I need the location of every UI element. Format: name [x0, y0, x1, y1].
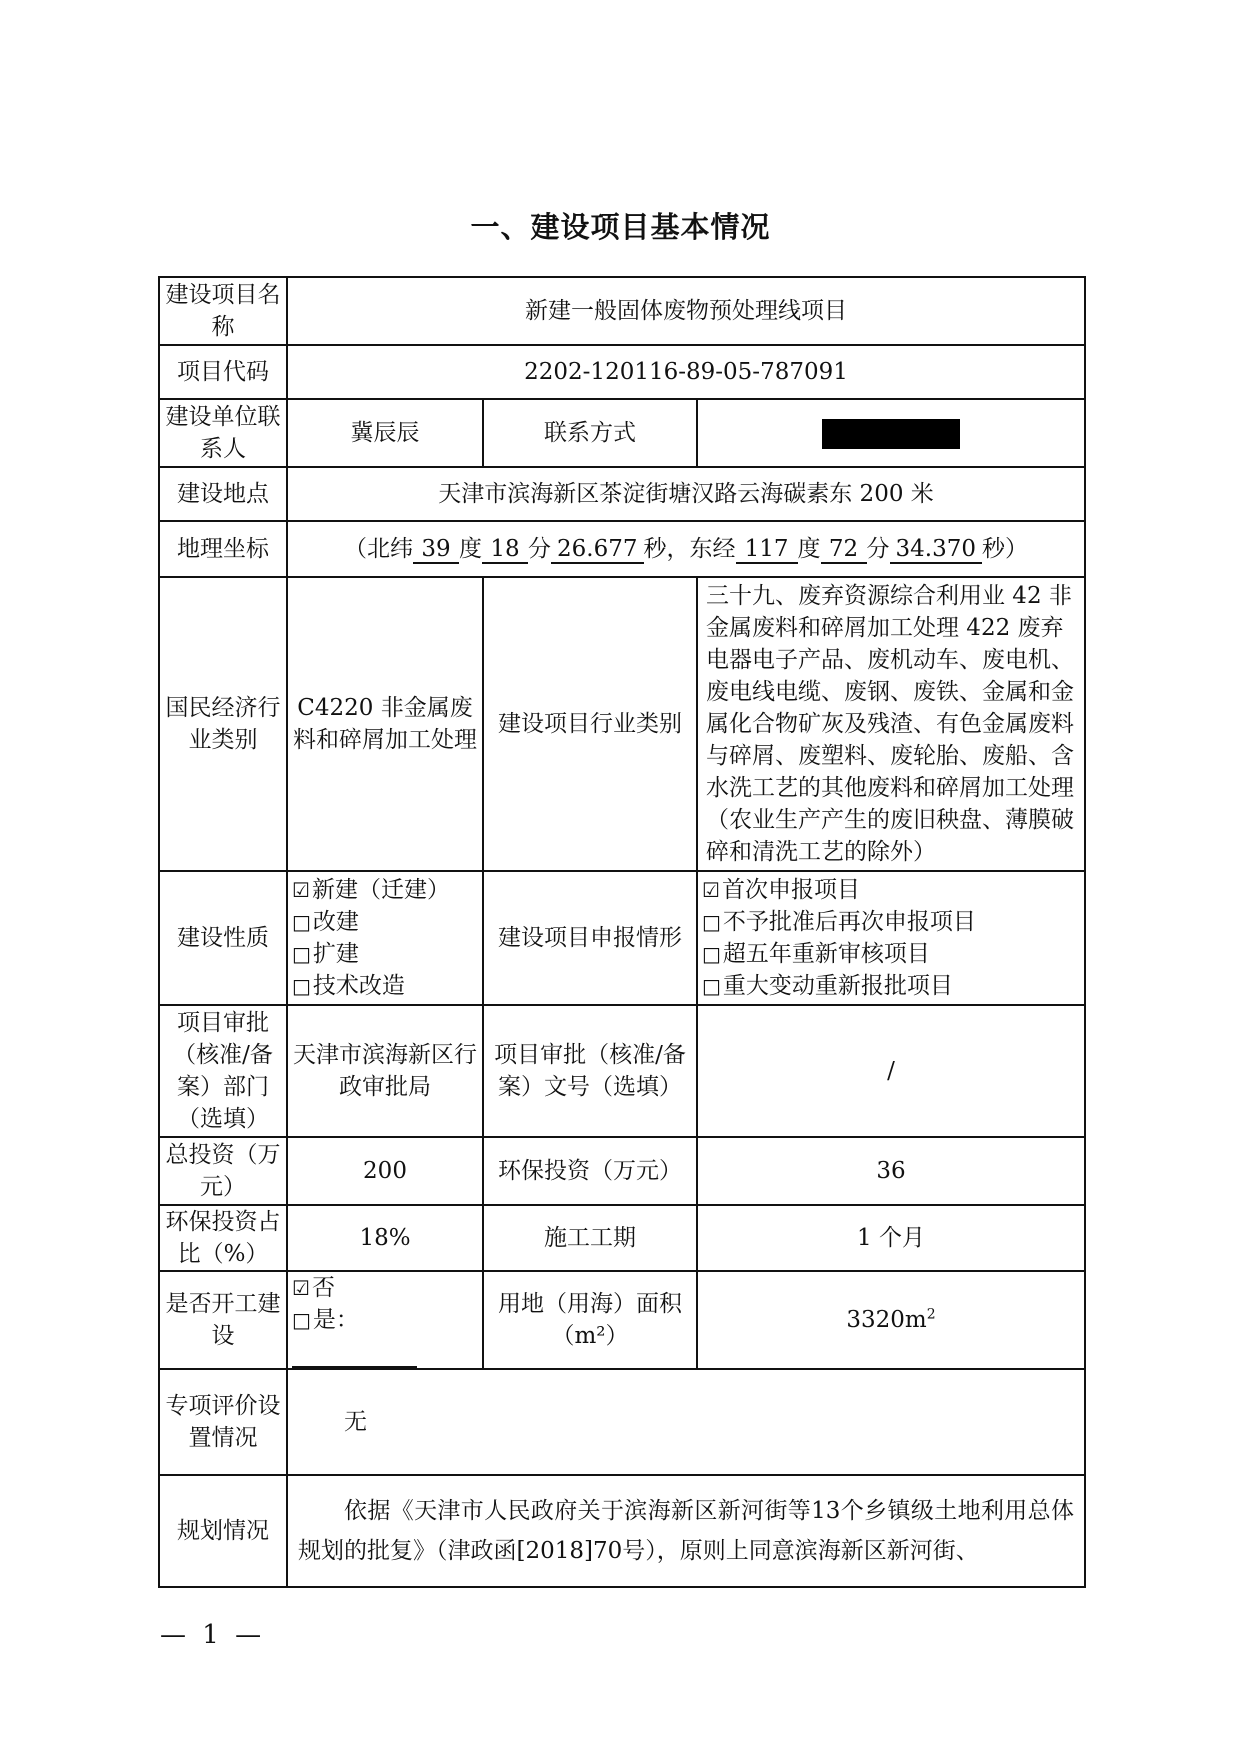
checkbox-checked-icon: ☑ [702, 878, 720, 902]
label-ratio: 环保投资占比（%） [159, 1205, 287, 1271]
row-industry [159, 577, 1085, 871]
label-industry: 国民经济行业类别 [159, 577, 287, 871]
checkbox-icon: □ [702, 910, 721, 934]
label-project-code: 项目代码 [159, 345, 287, 399]
report-options [697, 871, 1085, 1005]
deg-label-2: 度 [797, 536, 821, 562]
lon-deg: 117 [736, 536, 798, 564]
nature-option-new[interactable]: ☑新建（迁建） [292, 877, 450, 903]
label-planning: 规划情况 [159, 1475, 287, 1587]
label-env-investment: 环保投资（万元） [483, 1137, 697, 1205]
planning-text: 依据《天津市人民政府关于滨海新区新河街等13个乡镇级土地利用总体规划的批复》（津政函[2018]70号），原则上同意滨海新区新河街、 [287, 1475, 1085, 1587]
nature-option-expand[interactable]: □扩建 [292, 941, 359, 967]
checkbox-checked-icon: ☑ [292, 1276, 310, 1300]
row-location [159, 467, 1085, 521]
label-approval-doc: 项目审批（核准/备案）文号（选填） [483, 1005, 697, 1137]
label-special: 专项评价设置情况 [159, 1369, 287, 1475]
checkbox-icon: □ [292, 910, 311, 934]
industry-value: C4220 非金属废料和碎屑加工处理 [287, 577, 483, 871]
row-started [159, 1271, 1085, 1369]
label-approval: 项目审批（核准/备案）部门（选填） [159, 1005, 287, 1137]
coords-close: 秒） [982, 536, 1028, 562]
label-nature: 建设性质 [159, 871, 287, 1005]
page-title: 一、建设项目基本情况 [470, 210, 771, 244]
area-value: $3320m^2$ [697, 1271, 1085, 1369]
deg-label: 度 [459, 536, 483, 562]
min-label-2: 分 [866, 536, 890, 562]
report-option-major-change[interactable]: □重大变动重新报批项目 [702, 973, 953, 999]
lon-min: 72 [821, 536, 867, 564]
page-number: — 1 — [160, 1620, 266, 1650]
env-investment-value: 36 [697, 1137, 1085, 1205]
nature-option-rebuild[interactable]: □改建 [292, 909, 359, 935]
lat-deg: 39 [413, 536, 459, 564]
lat-min: 18 [482, 536, 528, 564]
lat-sec: 26.677 [551, 536, 643, 564]
checkbox-icon: □ [702, 942, 721, 966]
project-category-value: 三十九、废弃资源综合利用业 42 非金属废料和碎屑加工处理 422 废弃电器电子产品、废机动车、废电机、废电线电缆、废钢、废铁、金属和金属化合物矿灰及残渣、有色金属废料与碎屑、废塑料、废轮胎、废船、含水洗工艺的其他废料和碎屑加工处理（农业生产产生的废旧秧盘、薄膜破碎和清洗工艺的除外） [697, 577, 1085, 871]
label-project-category: 建设项目行业类别 [483, 577, 697, 871]
row-planning [159, 1475, 1085, 1587]
checkbox-checked-icon: ☑ [292, 878, 310, 902]
nature-option-tech[interactable]: □技术改造 [292, 973, 405, 999]
row-special [159, 1369, 1085, 1475]
label-area: 用地（用海）面积（m²） [483, 1271, 697, 1369]
contact-method-value [697, 399, 1085, 467]
checkbox-icon: □ [292, 974, 311, 998]
row-approval [159, 1005, 1085, 1137]
checkbox-icon: □ [292, 1308, 311, 1332]
row-contact [159, 399, 1085, 467]
started-option-no[interactable]: ☑否 [292, 1275, 335, 1301]
row-ratio [159, 1205, 1085, 1271]
location-value: 天津市滨海新区茶淀街塘汉路云海碳素东 200 米 [287, 467, 1085, 521]
label-coords: 地理坐标 [159, 521, 287, 577]
label-contact: 建设单位联系人 [159, 399, 287, 467]
checkbox-icon: □ [292, 942, 311, 966]
report-option-resubmit[interactable]: □不予批准后再次申报项目 [702, 909, 976, 935]
checkbox-icon: □ [702, 974, 721, 998]
label-project-name: 建设项目名称 [159, 277, 287, 345]
row-coords [159, 521, 1085, 577]
label-investment: 总投资（万元） [159, 1137, 287, 1205]
report-option-five-year[interactable]: □超五年重新审核项目 [702, 941, 930, 967]
min-label: 分 [528, 536, 552, 562]
contact-name: 冀辰辰 [287, 399, 483, 467]
yes-blank-line [292, 1342, 417, 1368]
coords-open: （北纬 [344, 536, 414, 562]
investment-value: 200 [287, 1137, 483, 1205]
ratio-value: 18% [287, 1205, 483, 1271]
approval-dept: 天津市滨海新区行政审批局 [287, 1005, 483, 1137]
row-project-code [159, 345, 1085, 399]
row-investment [159, 1137, 1085, 1205]
period-value: 1 个月 [697, 1205, 1085, 1271]
nature-options [287, 871, 483, 1005]
project-code-value: 2202-120116-89-05-787091 [287, 345, 1085, 399]
label-contact-method: 联系方式 [483, 399, 697, 467]
label-report: 建设项目申报情形 [483, 871, 697, 1005]
started-option-yes[interactable]: □是： [292, 1304, 478, 1368]
approval-doc-value: / [697, 1005, 1085, 1137]
started-options [287, 1271, 483, 1369]
special-value: 无 [287, 1369, 1085, 1475]
redaction-block [822, 419, 960, 449]
sec-east-label: 秒，东经 [643, 536, 736, 562]
project-name-value: 新建一般固体废物预处理线项目 [287, 277, 1085, 345]
label-period: 施工工期 [483, 1205, 697, 1271]
report-option-first[interactable]: ☑首次申报项目 [702, 877, 860, 903]
row-nature [159, 871, 1085, 1005]
label-location: 建设地点 [159, 467, 287, 521]
coords-value [287, 521, 1085, 577]
row-project-name [159, 277, 1085, 345]
project-info-table [158, 276, 1086, 1588]
label-started: 是否开工建设 [159, 1271, 287, 1369]
lon-sec: 34.370 [890, 536, 982, 564]
